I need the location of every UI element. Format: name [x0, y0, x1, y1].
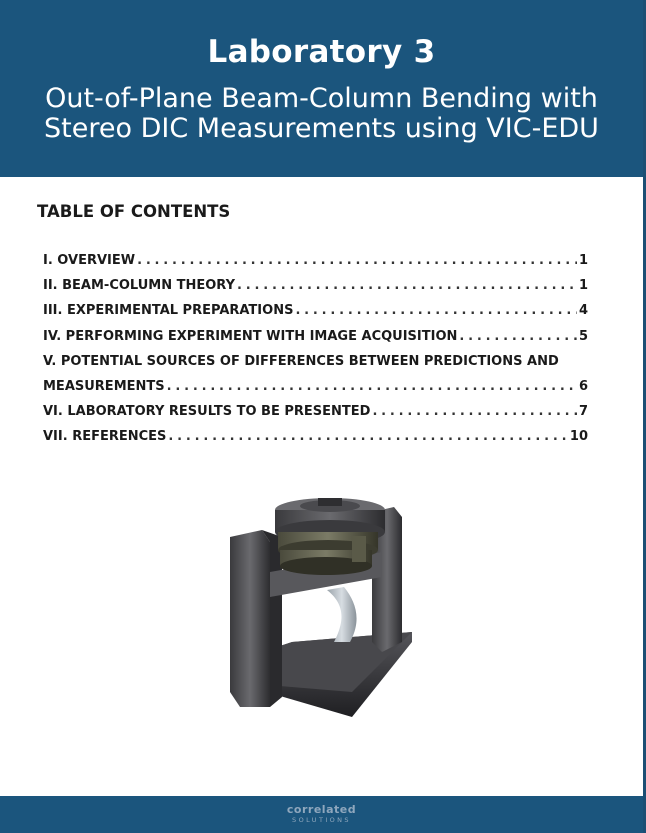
subtitle-line-1: Out-of-Plane Beam-Column Bending with [45, 83, 598, 114]
toc-entry-page: 1 [578, 253, 588, 268]
toc-entry-potential-sources-line1[interactable] [43, 354, 588, 379]
table-of-contents [43, 253, 588, 455]
toc-entry-potential-sources-line2[interactable] [43, 379, 588, 404]
toc-entry-experimental-preparations[interactable] [43, 303, 588, 328]
toc-entry-label: VI. LABORATORY RESULTS TO BE PRESENTED [43, 404, 371, 420]
toc-entry-page: 1 [578, 278, 588, 294]
footer-bar [0, 796, 643, 833]
toc-entry-label: II. BEAM-COLUMN THEORY [43, 278, 236, 294]
toc-heading: TABLE OF CONTENTS [37, 202, 231, 221]
toc-entry-performing-experiment[interactable] [43, 329, 588, 354]
toc-leader-dots [459, 329, 577, 344]
toc-leader-dots [137, 253, 577, 268]
toc-entry-label: IV. PERFORMING EXPERIMENT WITH IMAGE ACQUISITION [43, 328, 458, 344]
toc-entry-page: 4 [578, 303, 588, 319]
toc-entry-label: V. POTENTIAL SOURCES OF DIFFERENCES BETWEEN PREDICTIONS AND [43, 353, 559, 369]
toc-entry-references[interactable] [43, 429, 588, 454]
page-subtitle [0, 84, 643, 144]
toc-leader-dots [168, 429, 568, 444]
toc-leader-dots [237, 278, 577, 293]
header-banner [0, 0, 643, 177]
company-logo-subtitle: SOLUTIONS [292, 816, 351, 824]
toc-entry-page: 6 [578, 378, 588, 394]
toc-entry-label: VII. REFERENCES [43, 429, 167, 445]
page-title: Laboratory 3 [207, 34, 436, 70]
toc-leader-dots [167, 379, 577, 394]
toc-entry-label: MEASUREMENTS [43, 378, 165, 394]
toc-entry-page: 10 [569, 429, 588, 445]
company-logo: correlated [286, 803, 357, 816]
toc-entry-page: 5 [578, 328, 588, 344]
toc-entry-overview[interactable] [43, 253, 588, 278]
toc-entry-laboratory-results[interactable] [43, 404, 588, 429]
toc-entry-label: III. EXPERIMENTAL PREPARATIONS [43, 303, 294, 319]
beam-column-fixture-image [222, 492, 418, 737]
toc-entry-beam-column-theory[interactable] [43, 278, 588, 303]
toc-leader-dots [295, 303, 577, 318]
subtitle-line-2: Stereo DIC Measurements using VIC-EDU [44, 113, 599, 144]
toc-entry-page: 7 [578, 404, 588, 420]
toc-entry-label: I. OVERVIEW [43, 253, 136, 268]
toc-leader-dots [372, 404, 577, 419]
